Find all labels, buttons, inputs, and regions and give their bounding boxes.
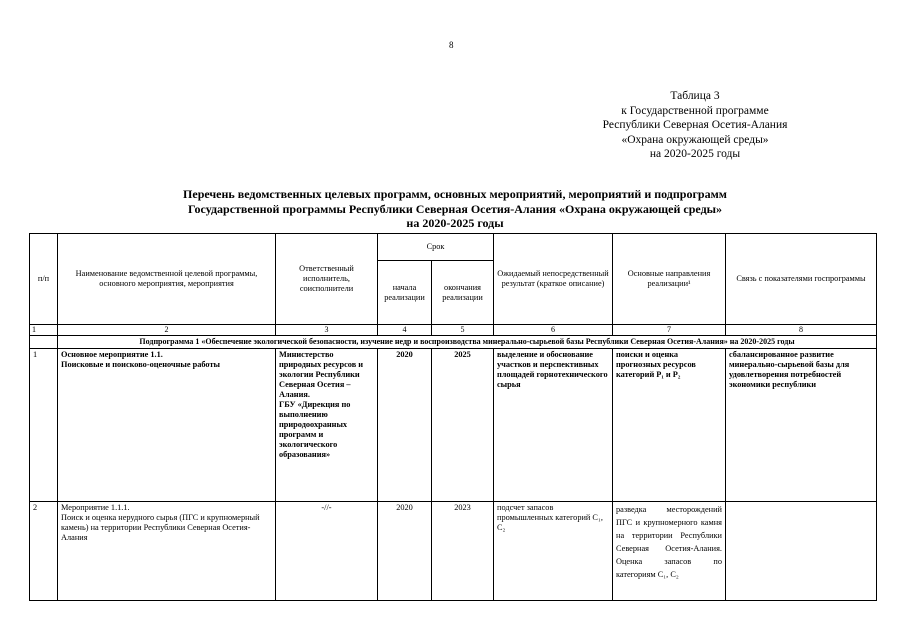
row-link [726, 502, 877, 601]
header-term: Срок [378, 234, 494, 261]
programs-table [29, 233, 877, 601]
column-numbers-row [30, 325, 877, 336]
row-start: 2020 [378, 502, 432, 601]
column-number: 2 [58, 325, 276, 336]
appendix-block [560, 89, 830, 162]
table-row [30, 349, 877, 502]
row-end: 2023 [432, 502, 494, 601]
column-number: 8 [726, 325, 877, 336]
row-result: подсчет запасов промышленных категорий C₁, C₂ [494, 502, 613, 601]
title-line: Перечень ведомственных целевых программ, основных мероприятий, мероприятий и подпрограмм [183, 187, 727, 201]
header-row [30, 234, 877, 261]
column-number: 3 [276, 325, 378, 336]
header-end: окончания реализации [432, 261, 494, 325]
column-number: 1 [30, 325, 58, 336]
column-number: 5 [432, 325, 494, 336]
column-number: 7 [613, 325, 726, 336]
document-title [110, 187, 800, 231]
appendix-line: «Охрана окружающей среды» [621, 133, 769, 146]
subprogram-row [30, 336, 877, 349]
column-number: 4 [378, 325, 432, 336]
page-number: 8 [449, 40, 454, 50]
header-name: Наименование ведомственной целевой программы, основного мероприятия, мероприятия [58, 234, 276, 325]
column-number: 6 [494, 325, 613, 336]
table-row [30, 502, 877, 601]
row-executor: Министерство природных ресурсов и экологии Республики Северная Осетия – Алания. ГБУ «Дирекция по выполнению природоохранных программ и экологического образования» [276, 349, 378, 502]
row-executor: -//- [276, 502, 378, 601]
header-num: п/п [30, 234, 58, 325]
appendix-line: Республики Северная Осетия-Алания [602, 119, 788, 131]
header-directions: Основные направления реализации¹ [613, 234, 726, 325]
header-result: Ожидаемый непосредственный результат (краткое описание) [494, 234, 613, 325]
row-link: сбалансированное развитие минерально-сырьевой базы для удовлетворения потребностей экономики республики [726, 349, 877, 502]
header-executor: Ответственный исполнитель, соисполнители [276, 234, 378, 325]
row-start: 2020 [378, 349, 432, 502]
appendix-line: на 2020-2025 годы [649, 148, 741, 160]
row-result: выделение и обоснование участков и перспективных площадей горнотехнического сырья [494, 349, 613, 502]
title-line: на 2020-2025 годы [406, 216, 504, 230]
appendix-line: Таблица 3 [670, 90, 720, 102]
appendix-line: к Государственной программе [621, 104, 769, 117]
title-line: Государственной программы Республики Северная Осетия-Алания «Охрана окружающей среды» [187, 201, 723, 216]
row-name: Мероприятие 1.1.1. Поиск и оценка нерудного сырья (ПГС и крупномерный камень) на территории Республики Северная Осетия-Алания [58, 502, 276, 601]
header-start: начала реализации [378, 261, 432, 325]
row-num: 1 [30, 349, 58, 502]
subprogram-title: Подпрограмма 1 «Обеспечение экологической безопасности, изучение недр и воспроизводства минерально-сырьевой базы Республики Северная Осетия-Алания» на 2020-2025 годы [58, 336, 877, 349]
header-link: Связь с показателями госпрограммы [726, 234, 877, 325]
row-end: 2025 [432, 349, 494, 502]
row-name: Основное мероприятие 1.1. Поисковые и поисково-оценочные работы [58, 349, 276, 502]
row-num: 2 [30, 502, 58, 601]
row-directions: поиски и оценка прогнозных ресурсов категорий P₁ и P₂ [613, 349, 726, 502]
row-directions: разведка месторождений ПГС и крупномерного камня на территории Республики Северная Осетия-Алания. Оценка запасов по категориям C₁, C₂ [613, 502, 726, 601]
